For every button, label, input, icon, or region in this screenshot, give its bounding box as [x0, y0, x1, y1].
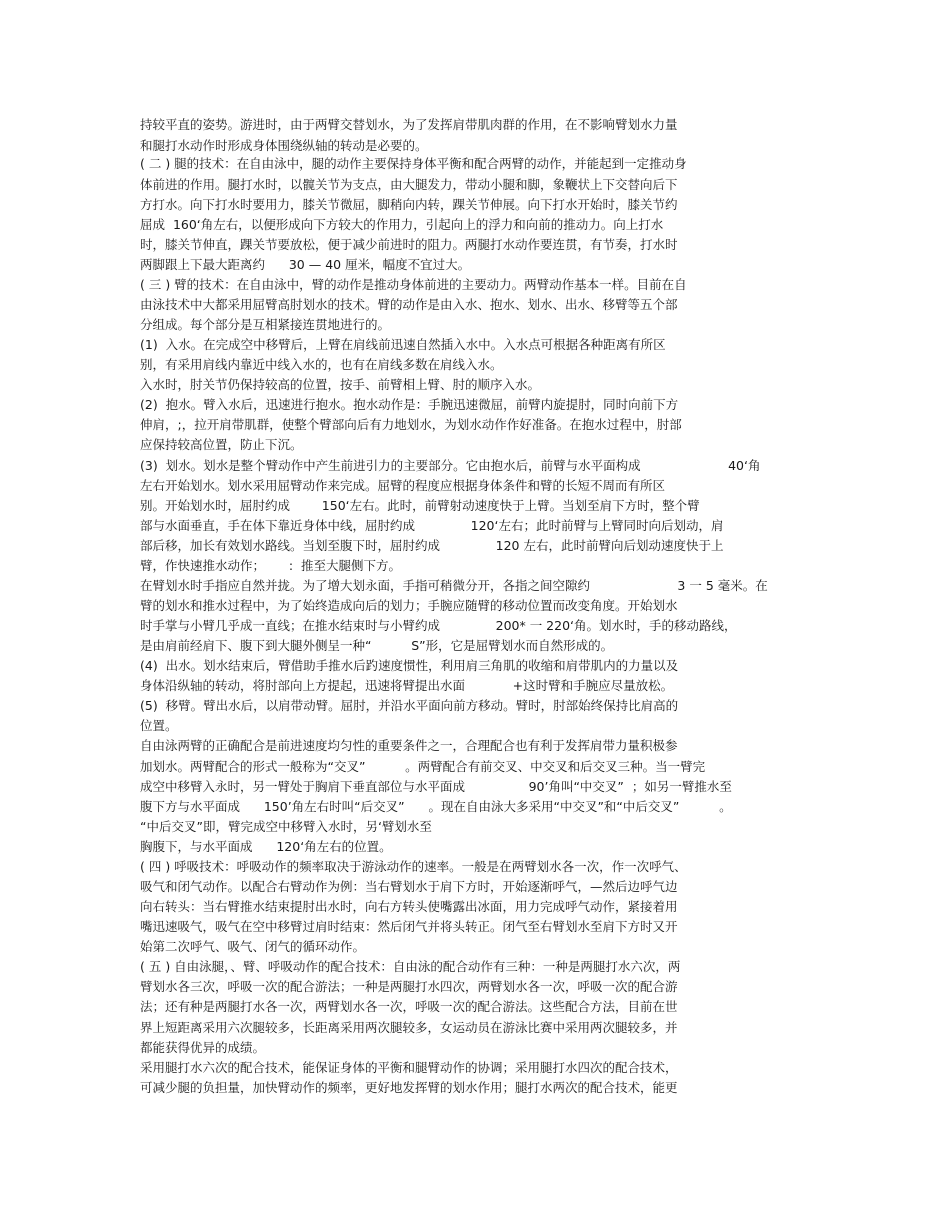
text-line: 吸气和闭气动作。以配合右臂动作为例：当右臂划水于肩下方时，开始逐渐呼气，—然后边呼气边: [140, 879, 678, 894]
text-line: 分组成。每个部分是互相紧接连贯地进行的。: [140, 317, 391, 332]
text-line: 臂的划水和推水过程中，为了始终造成向后的划力；手腕应随臂的移动位置而改变角度。开始划水: [140, 598, 678, 613]
text-line: 体前进的作用。腿打水时，以髋关节为支点，由大腿发力，带动小腿和脚，象鞭状上下交替向后下: [140, 177, 678, 192]
text-line: 法；还有种是两腿打水各一次，两臂划水各一次，呼吸一次的配合游法。这些配合方法，目前在世: [140, 999, 678, 1014]
text-line: 臂，作快速推水动作； : 推至大腿侧下方。: [140, 558, 401, 573]
text-line: 和腿打水动作时形成身体围绕纵轴的转动是必要的。: [140, 138, 428, 153]
text-line: 是由肩前经肩下、腹下到大腿外侧呈一种“ S”形，它是屈臂划水而自然形成的。: [140, 638, 614, 653]
text-line: 自由泳两臂的正确配合是前进速度均匀性的重要条件之一，合理配合也有利于发挥肩带力量积极参: [140, 738, 678, 753]
text-line: 应保持较高位置，防止下沉。: [140, 437, 303, 452]
text-line: ( 三 ) 臂的技术：在自由泳中，臂的动作是推动身体前进的主要动力。两臂动作基本一样。目前在自: [140, 277, 687, 292]
text-line: 臂划水各三次，呼吸一次的配合游法；一种是两腿打水四次，两臂划水各一次，呼吸一次的配合游: [140, 979, 678, 994]
text-line: (4) 出水。划水结束后，臂借助手推水后趵速度惯性，利用肩三角肌的收缩和肩带肌内的力量以及: [140, 658, 679, 673]
text-line: 位置。: [140, 718, 178, 733]
text-line: 可减少腿的负担量，加快臂动作的频率，更好地发挥臂的划水作用；腿打水两次的配合技术，能更: [140, 1080, 678, 1095]
text-line: 界上短距离采用六次腿较多，长距离采用两次腿较多，女运动员在游泳比赛中采用两次腿较多，并: [140, 1020, 678, 1035]
text-line: 两脚跟上下最大距离约 30 — 40 厘米，幅度不宜过大。: [140, 257, 471, 272]
text-line: 采用腿打水六次的配合技术，能保证身体的平衡和腿臂动作的协调；采用腿打水四次的配合技术，: [140, 1060, 678, 1075]
text-line: (5) 移臂。臂出水后，以肩带动臂。屈肘，并沿水平面向前方移动。臂时，肘部始终保持比肩高的: [140, 698, 679, 713]
text-line: 伸肩，;，拉开肩带肌群，使整个臂部向后有力地划水，为划水动作作好准备。在抱水过程中，肘部: [140, 417, 682, 432]
text-line: 在臂划水时手指应自然并拢。为了增大划永面，手指可稍微分开，各指之间空隙约 3 一 5 毫米。在: [140, 578, 768, 593]
text-line: 身体沿纵轴的转动，将肘部向上方提起，迅速将臂提出水面 +这时臂和手腕应尽量放松。: [140, 678, 674, 693]
text-line: 别，有采用肩线内靠近中线入水的，也有在肩线多数在肩线入水。: [140, 357, 503, 372]
text-line: 部与水面垂直，手在体下靠近身体中线，屈肘约成 120‘左右；此时前臂与上臂同时向后划动，肩: [140, 518, 724, 533]
text-line: 腹下方与水平面成 150’角左右时叫“后交叉” 。现在自由泳大多采用“中交叉”和“中后交叉” 。: [140, 799, 732, 814]
text-line: 都能获得优异的成绩。: [140, 1040, 266, 1055]
text-line: (1) 入水。在完成空中移臂后，上臂在肩线前迅速自然插入水中。入水点可根据各种距离有所区: [140, 337, 666, 352]
text-line: (3) 划水。划水是整个臂动作中产生前进引力的主要部分。它由抱水后，前臂与水平面构成 40‘角: [140, 458, 761, 473]
text-line: 胸腹下，与水平面成 120‘角左右的位置。: [140, 839, 392, 854]
text-line: “中后交叉”即，臂完成空中移臂入水时，另‘臂划水至: [140, 819, 432, 834]
text-line: 入水时，肘关节仍保持较高的位置，按手、前臂相上臂、肘的顺序入水。: [140, 377, 541, 392]
text-line: (2) 抱水。臂入水后，迅速进行抱水。抱水动作是：手腕迅速微屈，前臂内旋提肘，同时向前下方: [140, 397, 679, 412]
text-line: 时，膝关节伸直，踝关节要放松，便于减少前进时的阻力。两腿打水动作要连贯，有节奏，打水时: [140, 237, 678, 252]
text-line: 方打水。向下打水时要用力，膝关节微屈，脚稍向内转，踝关节伸展。向下打水开始时，膝关节约: [140, 197, 678, 212]
text-line: ( 四 ) 呼吸技术：呼吸动作的频率取决于游泳动作的速率。一般是在两臂划水各一次，作一次呼气、: [140, 859, 687, 874]
text-line: 左右开始划水。划水采用屈臂动作来完成。屈臂的程度应根据身体条件和臂的长短不周而有所区: [140, 478, 666, 493]
text-line: 别。开始划水时，屈肘约成 150‘左右。此时，前臂射动速度快于上臂。当划至肩下方时，整个臂: [140, 498, 700, 513]
text-line: 屈成 160‘角左右，以便形成向下方较大的作用力，引起向上的浮力和向前的推动力。向上打水: [140, 217, 664, 232]
text-line: 始第二次呼气、吸气、闭气的循环动作。: [140, 939, 366, 954]
text-line: ( 五 ) 自由泳腿，、臂、呼吸动作的配合技术：自由泳的配合动作有三种：一种是两腿打水六次，两: [140, 959, 681, 974]
text-line: 时手掌与小臂几乎成一直线；在推水结束时与小臂约成 200* 一 220‘角。划水时，手的移动路线，: [140, 618, 737, 633]
text-line: 由泳技术中大都采用屈臂高肘划水的技术。臂的动作是由入水、抱水、划水、出水、移臂等五个部: [140, 297, 678, 312]
text-line: 成空中移臂入永时，另一臂处于胸肩下垂直部位与水平面成 90’角叫“中交叉” ；如另一臂推水至: [140, 779, 732, 794]
text-line: 向右转头：当右臂推水结束提肘出水时，向右方转头使嘴露出冰面，用力完成呼气动作，紧接着用: [140, 899, 678, 914]
text-line: ( 二 ) 腿的技术：在自由泳中，腿的动作主要保持身体平衡和配合两臂的动作，并能起到一定推动身: [140, 156, 687, 171]
text-line: 嘴迅速吸气，吸气在空中移臂过肩时结束：然后闭气并将头转正。闭气至右臂划水至肩下方时又开: [140, 919, 678, 934]
text-line: 加划水。两臂配合的形式一般称为“交叉” 。两臂配合有前交叉、中交叉和后交叉三种。当一臂完: [140, 759, 706, 774]
text-line: 部后移，加长有效划水路线。当划至腹下时，屈肘约成 120 左右，此时前臂向后划动速度快于上: [140, 538, 724, 553]
text-line: 持较平直的姿势。游进时，由于两臂交替划水，为了发挥肩带肌肉群的作用，在不影响臂划水力量: [140, 117, 678, 132]
